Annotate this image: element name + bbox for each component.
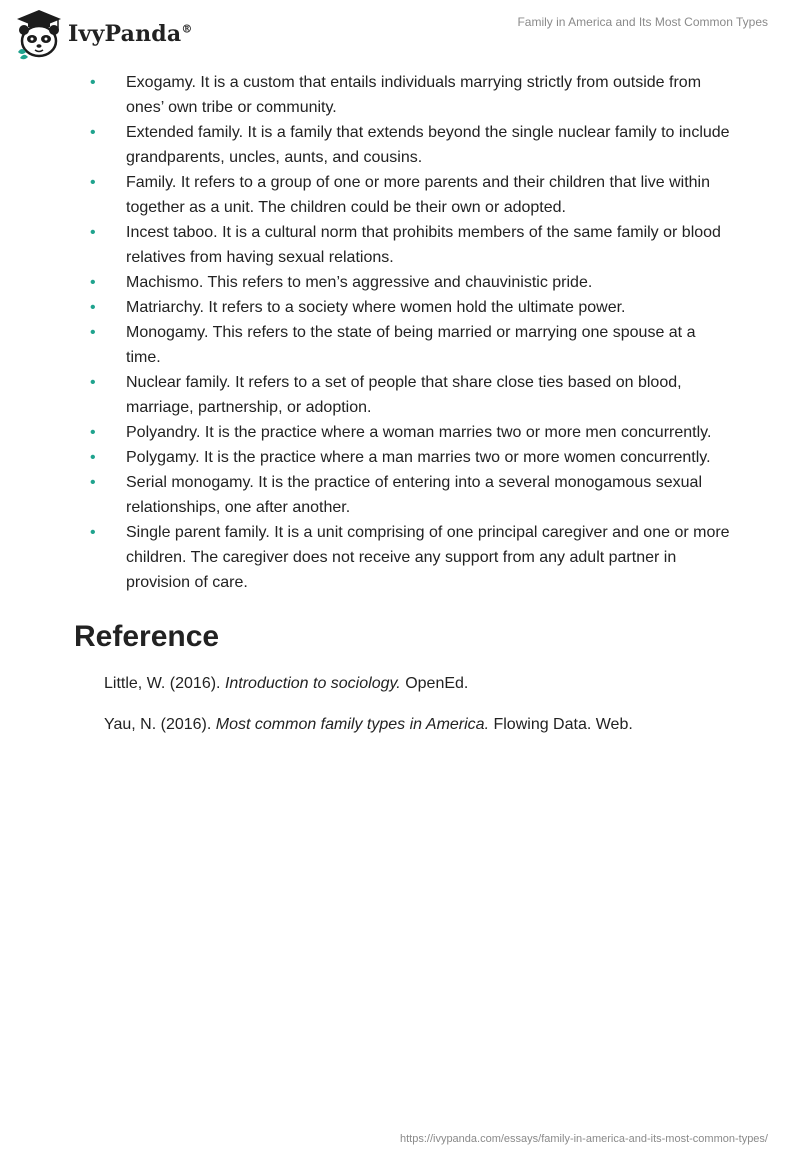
reference-list: [104, 671, 800, 737]
running-title: Family in America and Its Most Common Types: [517, 15, 768, 29]
list-item: [90, 120, 730, 170]
page-header: [0, 0, 800, 70]
bullet-icon: •: [90, 374, 96, 391]
reference-author: Little, W. (2016).: [104, 675, 225, 692]
bullet-icon: •: [90, 74, 96, 91]
list-item: [90, 420, 730, 445]
term-text: Monogamy. This refers to the state of being married or marrying one spouse at a time.: [126, 324, 696, 366]
term-text: Polyandry. It is the practice where a woman marries two or more men concurrently.: [126, 424, 712, 441]
reference-title: Introduction to sociology.: [224, 675, 401, 692]
term-text: Single parent family. It is a unit comprising of one principal caregiver and one or more children. The caregiver does not receive any support from any adult partner in provision of care.: [126, 524, 730, 591]
reference-item: [104, 671, 800, 696]
bullet-icon: •: [90, 224, 96, 241]
list-item: [90, 320, 730, 370]
list-item: [90, 295, 730, 320]
bullet-icon: •: [90, 449, 96, 466]
list-item: [90, 70, 730, 120]
reference-item: [104, 712, 800, 737]
list-item: [90, 220, 730, 270]
bullet-icon: •: [90, 474, 96, 491]
glossary-list: [0, 70, 800, 595]
term-text: Nuclear family. It refers to a set of people that share close ties based on blood, marriage, partnership, or adoption.: [126, 374, 682, 416]
ivypanda-logo[interactable]: [14, 8, 193, 60]
bullet-icon: •: [90, 324, 96, 341]
list-item: [90, 520, 730, 595]
reference-source: OpenEd.: [400, 675, 469, 692]
term-text: Matriarchy. It refers to a society where women hold the ultimate power.: [126, 299, 626, 316]
list-item: [90, 470, 730, 520]
essay-content: [0, 70, 800, 753]
term-text: Family. It refers to a group of one or more parents and their children that live within together as a unit. The children could be their own or adopted.: [126, 174, 710, 216]
footer-url[interactable]: https://ivypanda.com/essays/family-in-america-and-its-most-common-types/: [399, 1133, 768, 1145]
reference-heading: Reference: [74, 620, 220, 653]
bullet-icon: •: [90, 524, 96, 541]
brand-name: IvyPanda®: [68, 21, 193, 47]
term-text: Polygamy. It is the practice where a man marries two or more women concurrently.: [126, 449, 711, 466]
bullet-icon: •: [90, 274, 96, 291]
term-text: Serial monogamy. It is the practice of entering into a several monogamous sexual relationships, one after another.: [126, 474, 702, 516]
list-item: [90, 445, 730, 470]
bullet-icon: •: [90, 424, 96, 441]
term-text: Extended family. It is a family that extends beyond the single nuclear family to include grandparents, uncles, aunts, and cousins.: [126, 124, 730, 166]
reference-author: Yau, N. (2016).: [104, 716, 216, 733]
bullet-icon: •: [90, 124, 96, 141]
list-item: [90, 370, 730, 420]
reference-source: Flowing Data. Web.: [489, 716, 633, 733]
term-text: Machismo. This refers to men’s aggressive and chauvinistic pride.: [126, 274, 593, 291]
list-item: [90, 170, 730, 220]
list-item: [90, 270, 730, 295]
bullet-icon: •: [90, 174, 96, 191]
term-text: Exogamy. It is a custom that entails individuals marrying strictly from outside from ones’ own tribe or community.: [126, 74, 702, 116]
reference-title: Most common family types in America.: [215, 716, 490, 733]
panda-graduation-cap-icon: [14, 8, 64, 60]
registered-mark: ®: [181, 22, 193, 36]
bullet-icon: •: [90, 299, 96, 316]
term-text: Incest taboo. It is a cultural norm that prohibits members of the same family or blood relatives from having sexual relations.: [126, 224, 721, 266]
